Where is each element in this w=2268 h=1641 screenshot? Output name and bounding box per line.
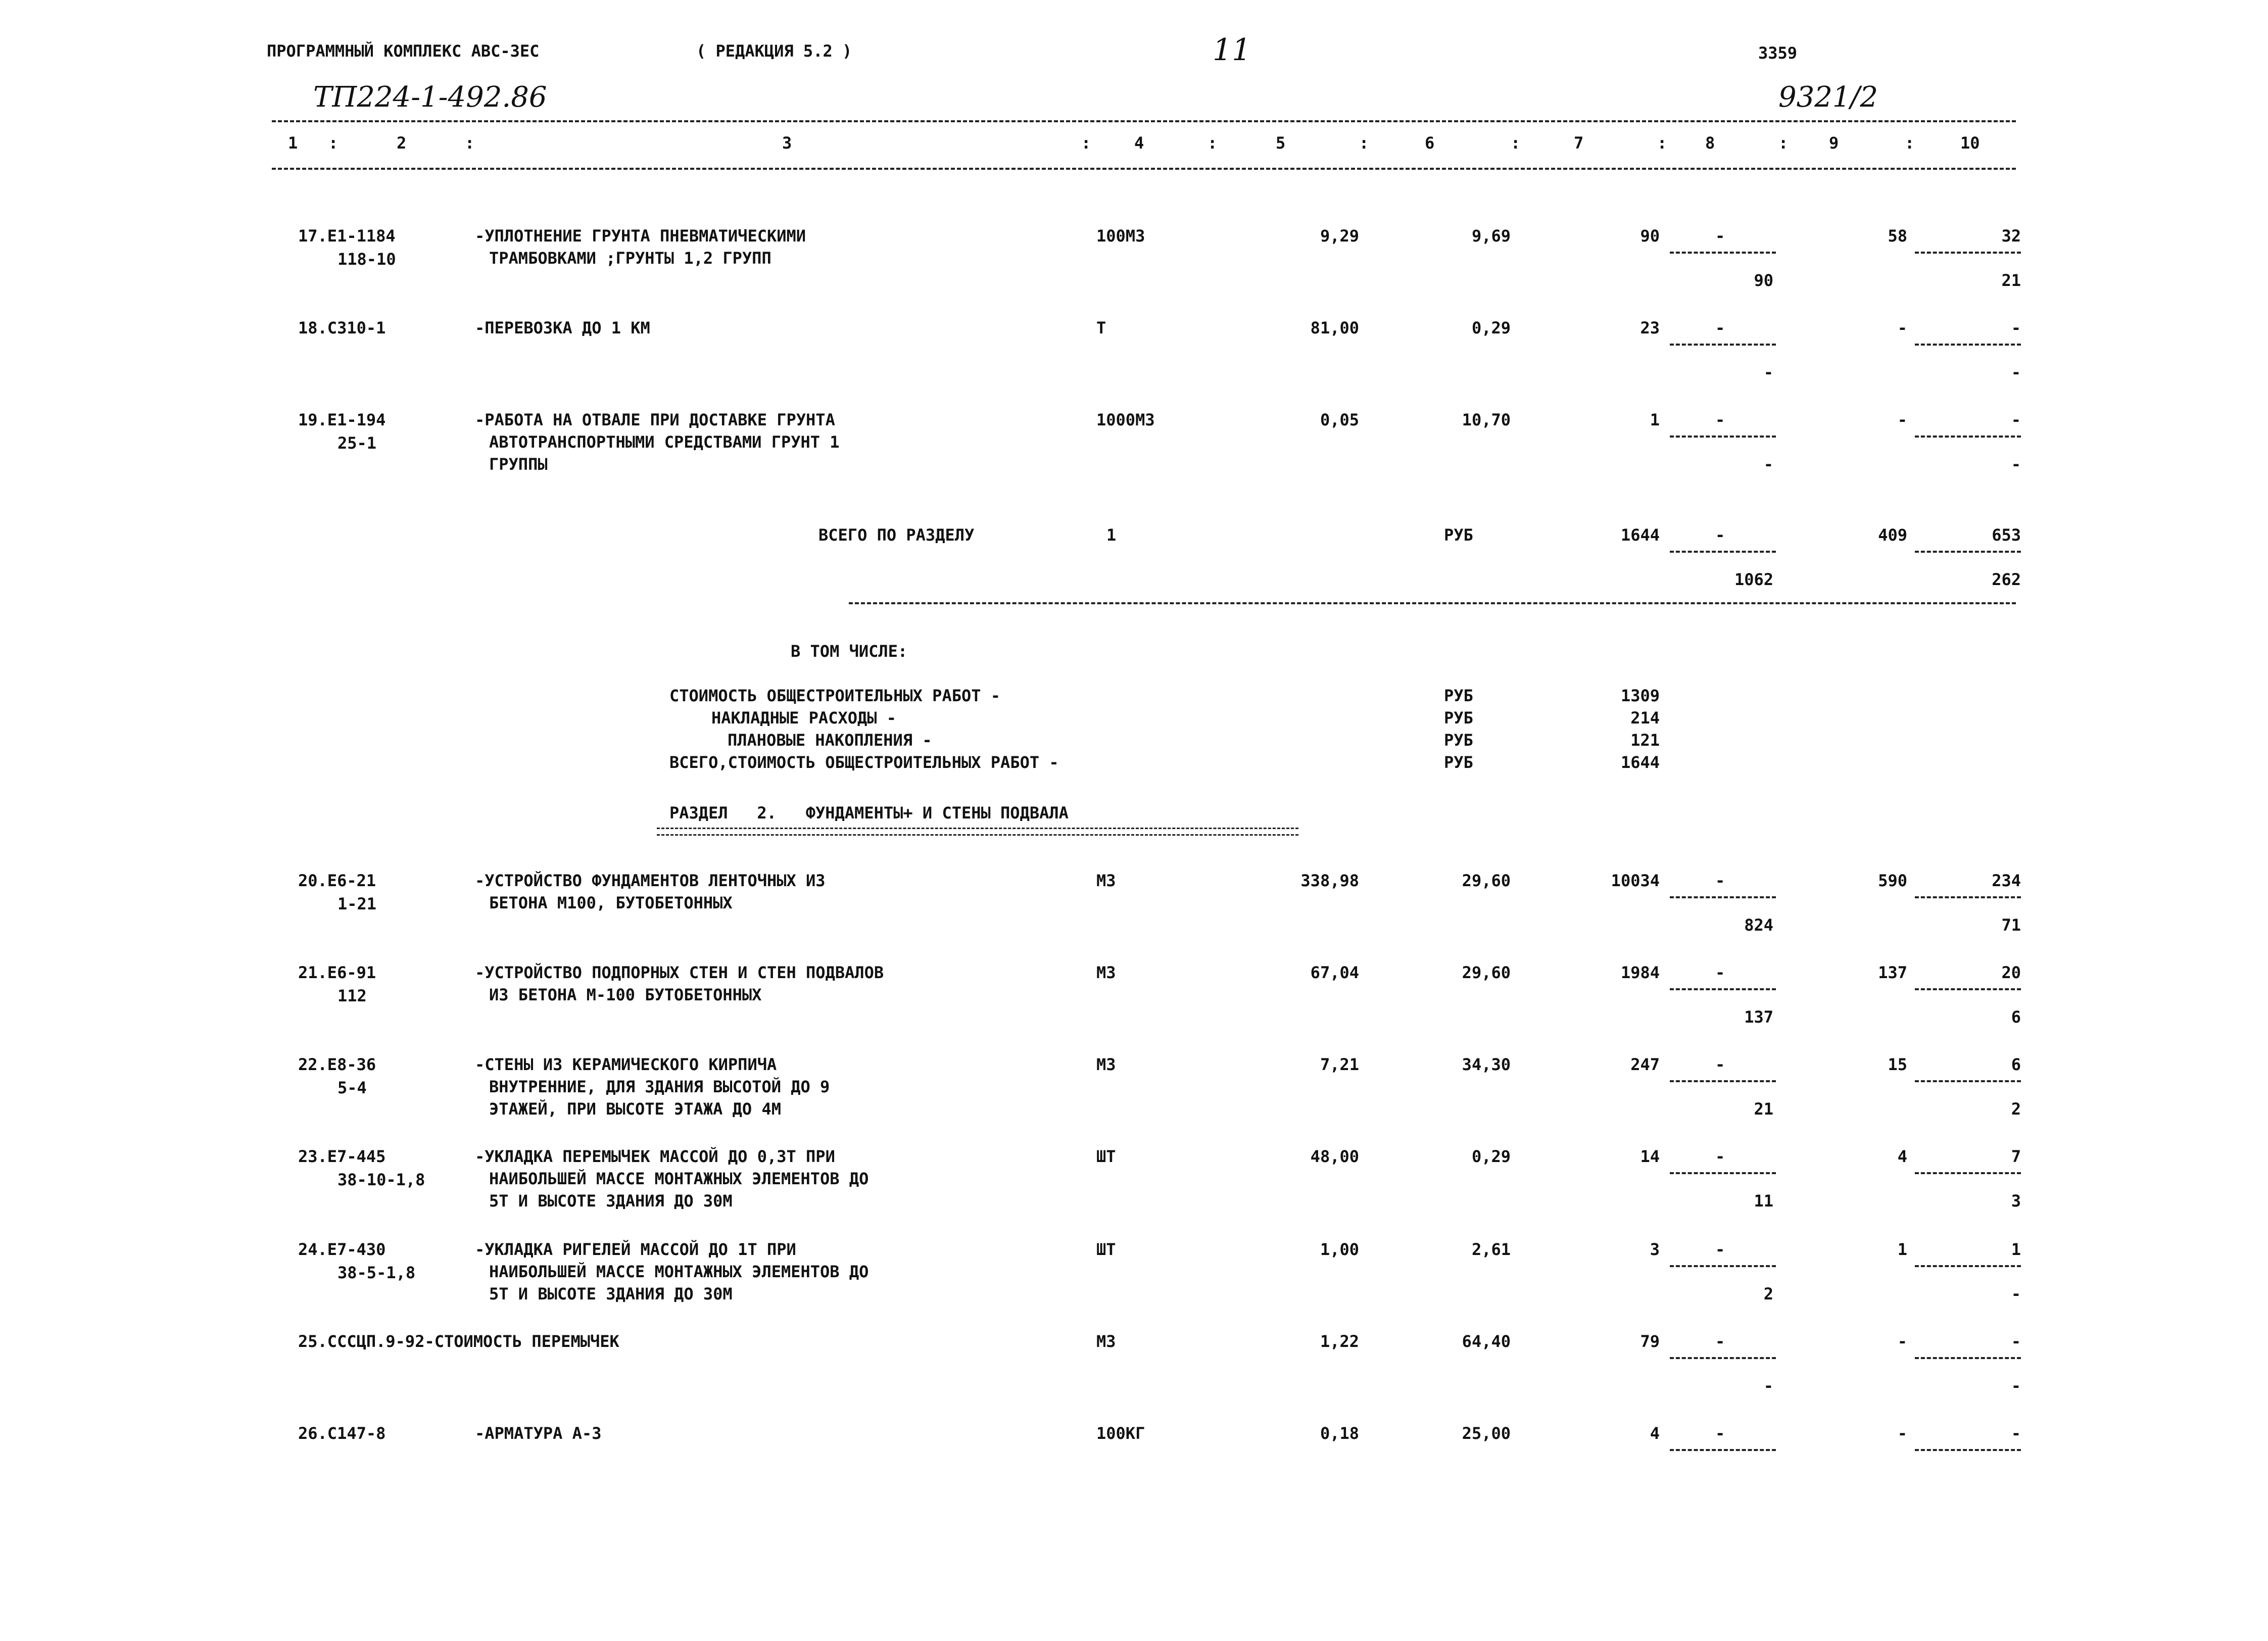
section-total-unit: РУБ [1444,525,1473,545]
including-line-unit: РУБ [1444,708,1473,728]
row-description-line: НАИБОЛЬШЕЙ МАССЕ МОНТАЖНЫХ ЭЛЕМЕНТОВ ДО [489,1169,869,1188]
section-total-col8-bottom: 1062 [1734,570,1773,589]
row-total: 90 [1640,226,1660,246]
row-unit-price: 0,29 [1471,1147,1511,1166]
row-col10-bottom: - [2011,455,2021,474]
row-unit: ШТ [1096,1147,1116,1166]
row-quantity: 7,21 [1320,1055,1359,1074]
col8-fraction-line [1670,344,1776,346]
col8-fraction-line [1670,252,1776,254]
including-label: В ТОМ ЧИСЛЕ: [791,642,908,661]
header-rule-top [272,120,2016,122]
row-col9: - [1897,318,1907,337]
row-unit-price: 29,60 [1462,963,1511,982]
row-col9: - [1897,1424,1907,1443]
row-total: 1984 [1620,963,1660,982]
row-quantity: 338,98 [1300,871,1359,890]
col10-fraction-line [1915,1357,2021,1359]
row-code-secondary: 112 [337,986,367,1005]
section-total-col8-top: - [1715,525,1725,545]
col8-fraction-line [1670,551,1776,553]
row-unit-price: 0,29 [1471,318,1511,337]
row-number-code: 19.Е1-194 [298,410,386,429]
row-description-line: ЭТАЖЕЙ, ПРИ ВЫСОТЕ ЭТАЖА ДО 4М [489,1099,781,1119]
col10-fraction-line [1915,252,2021,254]
row-description-line: БЕТОНА М100, БУТОБЕТОННЫХ [489,893,733,912]
row-total: 4 [1650,1424,1660,1443]
row-col8-bottom: - [1763,363,1773,382]
row-col10-bottom: 6 [2011,1007,2021,1027]
row-description-line: ГРУППЫ [489,455,548,474]
row-description-line: -АРМАТУРА А-3 [475,1424,602,1443]
row-description-line: ИЗ БЕТОНА М-100 БУТОБЕТОННЫХ [489,985,762,1004]
col8-fraction-line [1670,1357,1776,1359]
row-col8-bottom: 824 [1744,915,1773,935]
row-number-code: 25.СССЦП.9-92-СТОИМОСТЬ ПЕРЕМЫЧЕК [298,1332,619,1351]
row-code-secondary: 38-5-1,8 [337,1263,416,1282]
row-unit-price: 34,30 [1462,1055,1511,1074]
row-col8-top: - [1715,1332,1725,1351]
row-code-secondary: 118-10 [337,250,396,269]
row-number-code: 24.Е7-430 [298,1240,386,1259]
col8-fraction-line [1670,988,1776,990]
row-description-line: -УСТРОЙСТВО ФУНДАМЕНТОВ ЛЕНТОЧНЫХ ИЗ [475,871,826,890]
including-line-unit: РУБ [1444,731,1473,750]
row-description-line: -ПЕРЕВОЗКА ДО 1 КМ [475,318,650,337]
row-col9: - [1897,410,1907,429]
col10-fraction-line [1915,436,2021,438]
row-total: 3 [1650,1240,1660,1259]
row-number-code: 23.Е7-445 [298,1147,386,1166]
section-total-rule [849,602,2016,604]
row-number-code: 20.Е6-21 [298,871,376,890]
row-number-code: 18.С310-1 [298,318,386,337]
row-col8-bottom: 11 [1754,1191,1773,1211]
row-quantity: 67,04 [1310,963,1359,982]
section-2-title: РАЗДЕЛ 2. ФУНДАМЕНТЫ+ И СТЕНЫ ПОДВАЛА [669,803,1069,823]
col8-fraction-line [1670,436,1776,438]
row-description-line: -УПЛОТНЕНИЕ ГРУНТА ПНЕВМАТИЧЕСКИМИ [475,226,806,246]
row-col9: 15 [1888,1055,1907,1074]
row-description-line: -РАБОТА НА ОТВАЛЕ ПРИ ДОСТАВКЕ ГРУНТА [475,410,835,429]
row-col10-top: 1 [2011,1240,2021,1259]
row-code-secondary: 25-1 [337,433,377,453]
column-separator: : [1778,133,1789,153]
column-number-3: 3 [782,133,792,153]
row-number-code: 17.Е1-1184 [298,226,396,246]
row-unit-price: 2,61 [1471,1240,1511,1259]
col8-fraction-line [1670,1449,1776,1451]
row-col8-bottom: 2 [1763,1284,1773,1304]
section-total-col9: 409 [1878,525,1907,545]
section-total-col10-bottom: 262 [1992,570,2021,589]
column-number-9: 9 [1829,133,1839,153]
row-unit: М3 [1096,871,1116,890]
row-unit: Т [1096,318,1106,337]
row-col9: - [1897,1332,1907,1351]
row-col8-top: - [1715,1424,1725,1443]
including-line-text: СТОИМОСТЬ ОБЩЕСТРОИТЕЛЬНЫХ РАБОТ - [669,686,1001,705]
row-description-line: АВТОТРАНСПОРТНЫМИ СРЕДСТВАМИ ГРУНТ 1 [489,432,840,452]
including-line-value: 1644 [1620,753,1660,772]
col8-fraction-line [1670,896,1776,898]
sheet-number: 9321/2 [1778,81,1878,114]
row-unit: 1000М3 [1096,410,1155,429]
including-line-text: НАКЛАДНЫЕ РАСХОДЫ - [711,708,897,728]
row-unit: ШТ [1096,1240,1116,1259]
row-col10-bottom: 3 [2011,1191,2021,1211]
row-col10-bottom: - [2011,363,2021,382]
row-total: 247 [1630,1055,1660,1074]
row-col9: 58 [1888,226,1907,246]
row-quantity: 1,00 [1320,1240,1359,1259]
including-line-text: ПЛАНОВЫЕ НАКОПЛЕНИЯ - [728,731,932,750]
column-number-1: 1 [288,133,298,153]
row-code-secondary: 1-21 [337,894,377,913]
row-col10-top: 7 [2011,1147,2021,1166]
row-total: 23 [1640,318,1660,337]
column-separator: : [1657,133,1667,153]
document-number: 3359 [1758,43,1798,63]
row-col8-top: - [1715,226,1725,246]
row-description-line: -УСТРОЙСТВО ПОДПОРНЫХ СТЕН И СТЕН ПОДВАЛОВ [475,963,884,982]
row-unit: 100М3 [1096,226,1145,246]
row-col8-top: - [1715,1240,1725,1259]
row-quantity: 81,00 [1310,318,1359,337]
row-col9: 137 [1878,963,1907,982]
row-number-code: 26.С147-8 [298,1424,386,1443]
row-col9: 590 [1878,871,1907,890]
row-col10-top: 6 [2011,1055,2021,1074]
col10-fraction-line [1915,896,2021,898]
row-col9: 4 [1897,1147,1907,1166]
column-number-4: 4 [1134,133,1144,153]
section-total-label: ВСЕГО ПО РАЗДЕЛУ [818,525,975,545]
row-unit-price: 29,60 [1462,871,1511,890]
row-quantity: 1,22 [1320,1332,1359,1351]
including-line-value: 214 [1630,708,1660,728]
row-col10-top: 32 [2001,226,2021,246]
column-separator: : [1208,133,1218,153]
row-col10-top: - [2011,1424,2021,1443]
row-description-line: ВНУТРЕННИЕ, ДЛЯ ЗДАНИЯ ВЫСОТОЙ ДО 9 [489,1077,830,1096]
row-col10-bottom: 2 [2011,1099,2021,1119]
column-number-5: 5 [1276,133,1286,153]
including-line-value: 1309 [1620,686,1660,705]
row-col8-bottom: 21 [1754,1099,1773,1119]
column-separator: : [1359,133,1369,153]
header-rule-bottom [272,168,2016,170]
row-code-secondary: 5-4 [337,1078,367,1097]
col8-fraction-line [1670,1080,1776,1082]
row-quantity: 9,29 [1320,226,1359,246]
row-unit: М3 [1096,1332,1116,1351]
row-unit: 100КГ [1096,1424,1145,1443]
column-number-6: 6 [1425,133,1435,153]
row-col10-bottom: - [2011,1284,2021,1304]
row-unit-price: 10,70 [1462,410,1511,429]
including-line-value: 121 [1630,731,1660,750]
row-col10-bottom: - [2011,1376,2021,1395]
row-description-line: ТРАМБОВКАМИ ;ГРУНТЫ 1,2 ГРУПП [489,249,771,268]
row-col8-top: - [1715,1147,1725,1166]
row-total: 14 [1640,1147,1660,1166]
row-quantity: 48,00 [1310,1147,1359,1166]
including-line-unit: РУБ [1444,686,1473,705]
row-col8-bottom: - [1763,1376,1773,1395]
row-col8-top: - [1715,318,1725,337]
row-unit-price: 25,00 [1462,1424,1511,1443]
column-number-8: 8 [1705,133,1715,153]
row-col8-top: - [1715,410,1725,429]
col10-fraction-line [1915,551,2021,553]
col10-fraction-line [1915,1449,2021,1451]
edition-label: ( РЕДАКЦИЯ 5.2 ) [696,41,852,61]
row-col9: 1 [1897,1240,1907,1259]
column-separator: : [465,133,475,153]
column-number-7: 7 [1574,133,1584,153]
row-code-secondary: 38-10-1,8 [337,1170,425,1189]
row-quantity: 0,18 [1320,1424,1359,1443]
row-unit: М3 [1096,963,1116,982]
row-number-code: 22.Е8-36 [298,1055,376,1074]
column-number-2: 2 [397,133,407,153]
col10-fraction-line [1915,988,2021,990]
row-total: 10034 [1611,871,1660,890]
row-col10-top: 234 [1992,871,2021,890]
page-mark: 11 [1213,32,1251,68]
row-total: 1 [1650,410,1660,429]
row-col8-bottom: 137 [1744,1007,1773,1027]
row-col10-top: 20 [2001,963,2021,982]
row-col10-bottom: 21 [2001,271,2021,290]
col8-fraction-line [1670,1172,1776,1174]
section-total-value: 1644 [1620,525,1660,545]
col8-fraction-line [1670,1265,1776,1267]
column-number-10: 10 [1960,133,1980,153]
including-line-text: ВСЕГО,СТОИМОСТЬ ОБЩЕСТРОИТЕЛЬНЫХ РАБОТ - [669,753,1059,772]
col10-fraction-line [1915,1265,2021,1267]
column-separator: : [1905,133,1915,153]
program-name: ПРОГРАММНЫЙ КОМПЛЕКС АВС-3ЕС [267,41,540,61]
row-quantity: 0,05 [1320,410,1359,429]
row-description-line: -СТЕНЫ ИЗ КЕРАМИЧЕСКОГО КИРПИЧА [475,1055,777,1074]
col10-fraction-line [1915,1080,2021,1082]
col10-fraction-line [1915,1172,2021,1174]
row-col8-top: - [1715,963,1725,982]
row-description-line: 5Т И ВЫСОТЕ ЗДАНИЯ ДО 30М [489,1191,733,1211]
row-description-line: -УКЛАДКА ПЕРЕМЫЧЕК МАССОЙ ДО 0,3Т ПРИ [475,1147,835,1166]
row-total: 79 [1640,1332,1660,1351]
row-col8-bottom: - [1763,455,1773,474]
row-description-line: -УКЛАДКА РИГЕЛЕЙ МАССОЙ ДО 1Т ПРИ [475,1240,796,1259]
col10-fraction-line [1915,344,2021,346]
row-col10-top: - [2011,410,2021,429]
row-col8-top: - [1715,871,1725,890]
row-col8-bottom: 90 [1754,271,1773,290]
doc-code: ТП224-1-492.86 [313,81,547,114]
row-description-line: НАИБОЛЬШЕЙ МАССЕ МОНТАЖНЫХ ЭЛЕМЕНТОВ ДО [489,1262,869,1281]
including-line-unit: РУБ [1444,753,1473,772]
row-unit-price: 64,40 [1462,1332,1511,1351]
row-col10-bottom: 71 [2001,915,2021,935]
column-separator: : [1081,133,1091,153]
section-2-title-underline [657,828,1298,836]
row-col8-top: - [1715,1055,1725,1074]
row-col10-top: - [2011,318,2021,337]
column-separator: : [328,133,339,153]
row-unit: М3 [1096,1055,1116,1074]
column-separator: : [1511,133,1521,153]
row-number-code: 21.Е6-91 [298,963,376,982]
row-description-line: 5Т И ВЫСОТЕ ЗДАНИЯ ДО 30М [489,1284,733,1304]
section-total-number: 1 [1106,525,1117,545]
row-col10-top: - [2011,1332,2021,1351]
row-unit-price: 9,69 [1471,226,1511,246]
section-total-col10-top: 653 [1992,525,2021,545]
